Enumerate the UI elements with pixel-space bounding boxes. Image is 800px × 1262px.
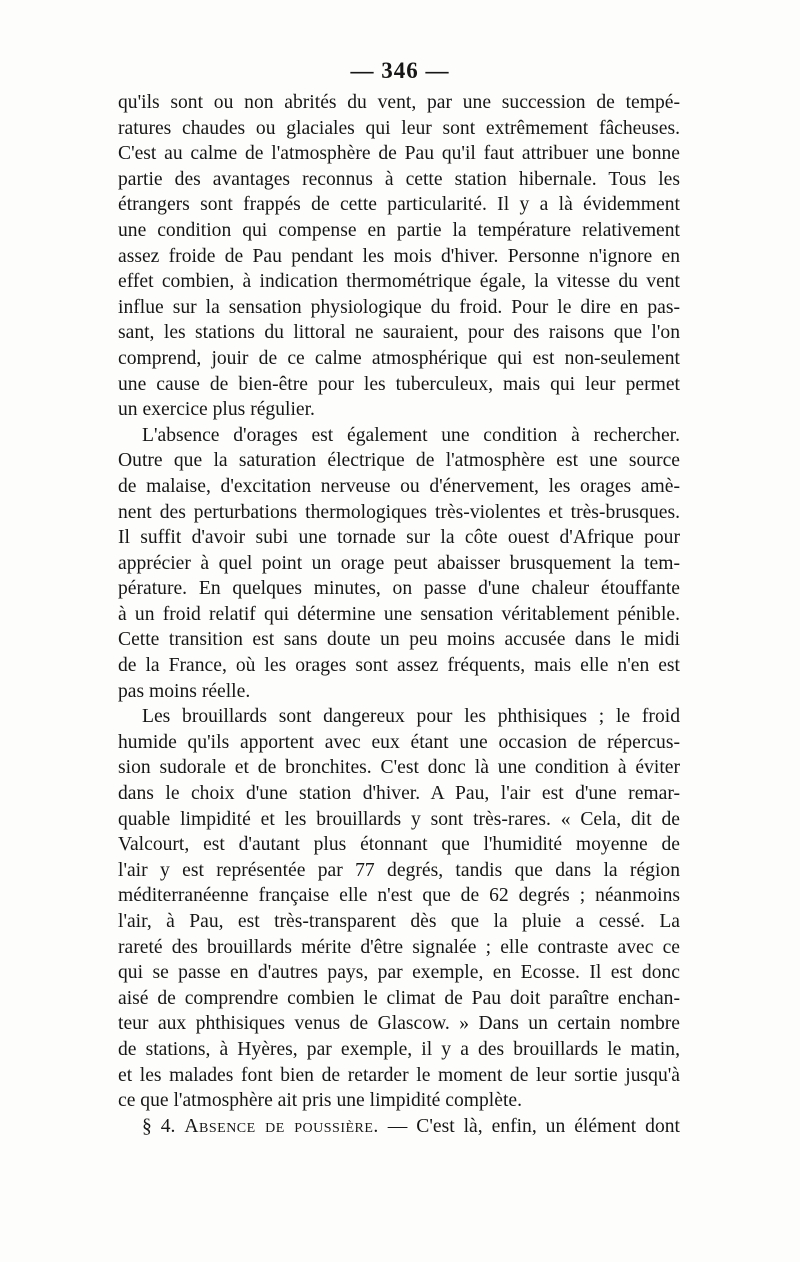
text-line: assez froide de Pau pendant les mois d'hiver. Personne n'ignore en — [118, 245, 680, 267]
text-line: de malaise, d'excitation nerveuse ou d'énervement, les orages amè- — [118, 475, 680, 497]
text-line: apprécier à quel point un orage peut abaisser brusquement la tem- — [118, 552, 680, 574]
text-line: quable limpidité et les brouillards y sont très-rares. « Cela, dit de — [118, 808, 680, 830]
text-line: aisé de comprendre combien le climat de Pau doit paraître enchan- — [118, 987, 680, 1009]
section-number: § 4. — [142, 1115, 176, 1137]
text-line: qu'ils sont ou non abrités du vent, par une succession de tempé- — [118, 92, 680, 113]
text-line: C'est au calme de l'atmosphère de Pau qu'il faut attribuer une bonne — [118, 143, 680, 165]
body-text — [118, 90, 680, 1139]
text-line: et les malades font bien de retarder le moment de leur sortie jusqu'à — [118, 1064, 680, 1086]
text-line: ce que l'atmosphère ait pris une limpidité complète. — [118, 1090, 522, 1112]
text-line: sant, les stations du littoral ne sauraient, pour des raisons que l'on — [118, 322, 680, 344]
text-line: partie des avantages reconnus à cette station hibernale. Tous les — [118, 168, 680, 190]
text-line: dans le choix d'une station d'hiver. A Pau, l'air est d'une remar- — [118, 783, 680, 805]
text-line: pérature. En quelques minutes, on passe d'une chaleur étouffante — [118, 578, 680, 600]
text-line: Cette transition est sans doute un peu moins accusée dans le midi — [118, 629, 680, 651]
section-text: — C'est là, enfin, un élément dont — [387, 1115, 680, 1137]
text-line: une condition qui compense en partie la température relativement — [118, 219, 680, 241]
text-line: pas moins réelle. — [118, 680, 251, 702]
text-line: à un froid relatif qui détermine une sensation véritablement pénible. — [118, 603, 680, 625]
section-heading: Absence de poussière. — [184, 1115, 379, 1137]
page-number: — 346 — — [350, 58, 450, 83]
paragraph-1 — [118, 90, 680, 423]
text-line: influe sur la sensation physiologique du froid. Pour le dire en pas- — [118, 296, 680, 318]
text-line: comprend, jouir de ce calme atmosphérique qui est non-seulement — [118, 347, 680, 369]
text-line: qui se passe en d'autres pays, par exemple, en Ecosse. Il est donc — [118, 962, 680, 984]
text-line: une cause de bien-être pour les tuberculeux, mais qui leur permet — [118, 373, 680, 395]
section-line — [118, 1114, 680, 1140]
text-line: sion sudorale et de bronchites. C'est donc là une condition à éviter — [118, 757, 680, 779]
text-line: Outre que la saturation électrique de l'atmosphère est une source — [118, 450, 680, 472]
text-line: teur aux phthisiques venus de Glascow. » Dans un certain nombre — [118, 1013, 680, 1035]
section-start — [118, 1114, 680, 1140]
paragraph-3 — [118, 704, 680, 1114]
text-line: Les brouillards sont dangereux pour les phthisiques ; le froid — [142, 706, 680, 728]
text-line: Valcourt, est d'autant plus étonnant que l'humidité moyenne de — [118, 834, 680, 856]
text-line: étrangers sont frappés de cette particularité. Il y a là évidemment — [118, 194, 680, 216]
text-line: Il suffit d'avoir subi une tornade sur la côte ouest d'Afrique pour — [118, 527, 680, 549]
text-line: L'absence d'orages est également une condition à rechercher. — [142, 424, 680, 446]
paragraph-2 — [118, 423, 680, 705]
text-line: l'air, à Pau, est très-transparent dès que la pluie a cessé. La — [118, 911, 680, 932]
text-line: nent des perturbations thermologiques très-violentes et très-brusques. — [118, 501, 680, 523]
text-line: méditerranéenne française elle n'est que de 62 degrés ; néanmoins — [118, 885, 680, 907]
text-line: rareté des brouillards mérite d'être signalée ; elle contraste avec ce — [118, 936, 680, 958]
text-line: ratures chaudes ou glaciales qui leur sont extrêmement fâcheuses. — [118, 117, 680, 139]
text-line: humide qu'ils apportent avec eux étant une occasion de répercus- — [118, 731, 680, 753]
text-line: de la France, où les orages sont assez fréquents, mais elle n'en est — [118, 655, 680, 677]
text-line: l'air y est représentée par 77 degrés, tandis que dans la région — [118, 859, 680, 881]
text-line: un exercice plus régulier. — [118, 399, 315, 421]
text-line: de stations, à Hyères, par exemple, il y a des brouillards le matin, — [118, 1038, 680, 1060]
text-line: effet combien, à indication thermométrique égale, la vitesse du vent — [118, 271, 680, 293]
